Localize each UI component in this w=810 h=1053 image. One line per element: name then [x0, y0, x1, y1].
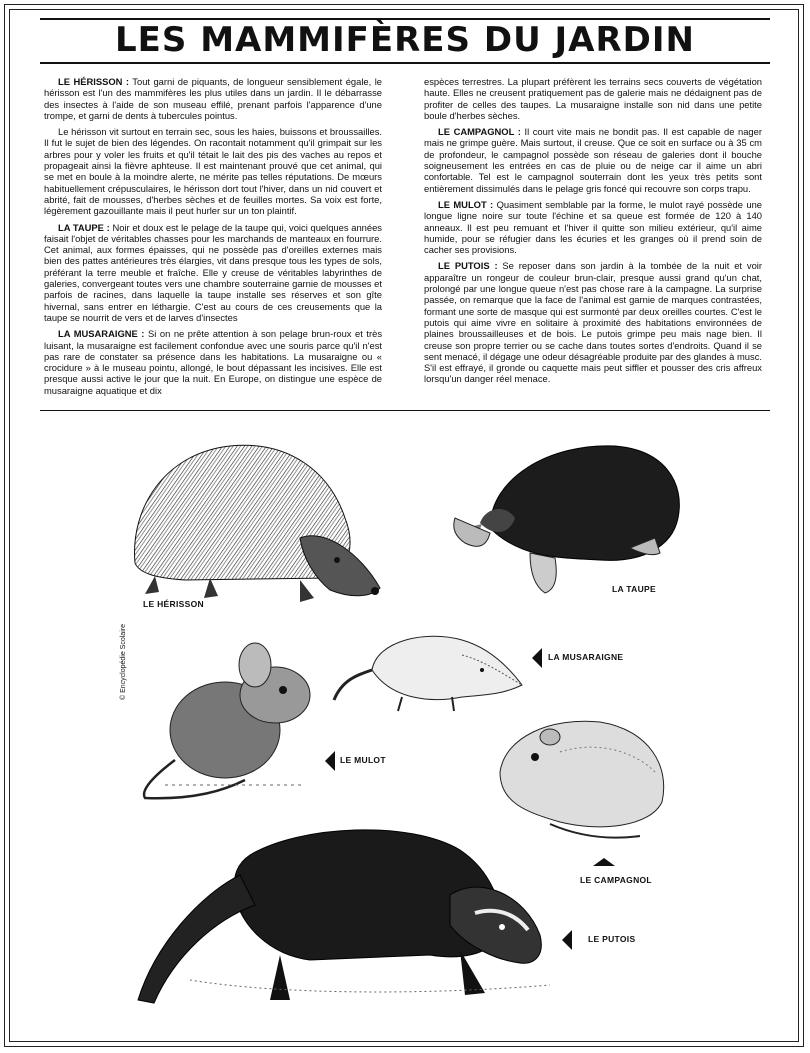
section-divider — [40, 410, 770, 411]
text-putois: Se reposer dans son jardin à la tombée de la nuit et voir apparaître un rongeur de couleur brun-clair, presque aussi grand qu'un chat, prolongé par une longue queue n'est pas chose rare à la campagne. La surprise passée, on remarque que la face de l'animal est garnie de marques contrastées, formant une sorte de masque qui est surmonté par deux oreilles courtes. C'est le putois qui aime vivre en solitaire à proximité des habitations environnées de plaines broussailleuses et de bois. Le putois grimpe peu mais nage bien. Il creuse son propre terrier ou se cache dans toutes sortes d'endroits. Quand il se sent menacé, il dégage une odeur désagréable produite par des glandes à musc. S'il est effrayé, il gronde ou caquette mais peut siffler et pousser des cris affreux lorsqu'un danger réel menace. — [424, 260, 762, 385]
shrew-illustration — [332, 625, 527, 715]
text-herisson: Tout garni de piquants, de longueur sensiblement égale, le hérisson est l'un des mammifères les plus utiles dans un jardin. Il le débarrasse des insectes à l'aide de son museau effilé, prenant parfois l'apparence d'une trompe, et garni de dents à tubercules pointus. — [44, 76, 383, 121]
text-musaraigne: Si on ne prête attention à son pelage brun-roux et très luisant, la musaraigne est facilement confondue avec une souris parce qu'il n'est pas rare de constater sa présence dans les habitations. La musaraigne ou « crocidure » à le museau pointu, allongé, le bout dépassant les incisives. Elle est presque aussi active le jour que la nuit. En Europe, on distingue une espèce de musaraigne aquatique et dix — [44, 328, 383, 396]
caption-herisson: LE HÉRISSON — [143, 599, 204, 609]
caption-campagnol: LE CAMPAGNOL — [580, 875, 652, 885]
text-campagnol: Il court vite mais ne bondit pas. Il est capable de nager mais ne grimpe guère. Mais surtout, il creuse. Que ce soit en surface ou à 35 cm de profondeur, le campagnol possède son réseau de galeries dont il bouche soigneusement les entrées en cas de pluie ou de neige car il aime un abri confortable. Tel est le campagnol souterrain dont les yeux très petits sont entièrement dissimulés dans le pelage gris foncé qui recouvre son corps trapu. — [424, 126, 762, 194]
title-rule-bottom — [40, 62, 770, 64]
wood-mouse-illustration — [135, 640, 320, 805]
paragraph-musaraigne — [44, 328, 382, 396]
hedgehog-illustration — [125, 428, 385, 608]
pointer-musaraigne-icon — [532, 648, 542, 668]
paragraph-campagnol — [424, 126, 762, 194]
page-title: LES MAMMIFÈRES DU JARDIN — [114, 20, 695, 60]
text-taupe: Noir et doux est le pelage de la taupe qui, voici quelques années faisait l'objet de véritables chasses pour les marchands de manteaux en fourrure. Cet animal, aux formes épaisses, qui ne possède pas d'oreilles externes mais bien des pattes antérieures très élargies, vit dans presque tous les types de sols, préférant la terre meuble et fraîche. Elle y creuse de véritables labyrinthes de galeries, convergeant toutes vers une chambre souterraine garnie de mousses et parfois de racines, dans laquelle la taupe installe ses réserves et son gîte hivernal, sans entrer en léthargie. C'est au cours de ces creusements que la taupe se nourrit de vers et de larves d'insectes — [44, 221, 382, 323]
pointer-mulot-icon — [325, 751, 335, 771]
pointer-campagnol-icon — [593, 858, 615, 866]
text-column-right — [424, 76, 762, 390]
paragraph-mulot — [424, 199, 762, 255]
paragraph-herisson — [44, 76, 382, 121]
copyright-note: © Encyclopédie Scolaire — [120, 624, 127, 700]
heading-herisson: LE HÉRISSON : — [58, 76, 129, 87]
mole-illustration — [450, 438, 685, 598]
paragraph-putois — [424, 260, 762, 384]
polecat-illustration — [130, 815, 560, 1010]
heading-putois: LE PUTOIS : — [438, 260, 498, 272]
text-musaraigne-cont: espèces terrestres. La plupart préfèrent les terrains secs couverts de végétation haute. Elles ne creusent pratiquement pas de galerie mais ne dédaignent pas de profiter de celles des taupes. La musaraigne installe son nid dans une petite boule d'herbes sèches. — [424, 76, 762, 121]
heading-taupe: LA TAUPE : — [58, 221, 110, 233]
caption-musaraigne: LA MUSARAIGNE — [548, 652, 624, 662]
text-mulot: Quasiment semblable par la forme, le mulot rayé possède une longue ligne noire sur toute l'échine et sa queue est formée de 120 à 140 anneaux. Il est peu remuant et l'hiver il quitte son milieu extérieur, qu'il aime humide, pour se réfugier dans les écuries et les granges où il prend soin de cacher ses provisions. — [424, 198, 762, 256]
paragraph-musaraigne-cont — [424, 76, 762, 121]
paragraph-taupe — [44, 222, 382, 324]
paragraph-herisson-2 — [44, 126, 382, 216]
caption-mulot: LE MULOT — [340, 755, 386, 765]
pointer-putois-icon — [562, 930, 572, 950]
heading-campagnol: LE CAMPAGNOL : — [438, 126, 521, 138]
caption-putois: LE PUTOIS — [588, 934, 636, 944]
text-column-left — [44, 76, 382, 401]
heading-mulot: LE MULOT : — [438, 198, 494, 210]
heading-musaraigne: LA MUSARAIGNE : — [58, 328, 145, 340]
caption-taupe: LA TAUPE — [612, 584, 656, 594]
text-herisson-2: Le hérisson vit surtout en terrain sec, sous les haies, buissons et broussailles. Il fut le sujet de bien des légendes. On racontait notamment qu'il grimpait sur les arbres pour y voler les fruits et qu'il tétait le lait des pis des vaches au repos et propageait ainsi la fièvre aphteuse. Il est maintenant prouvé que cet animal, qui se met en boule à la moindre alerte, ne mérite pas telles réputations. De mœurs habituellement crépusculaires, le hérisson dort tout l'hiver, dans un nid couvert et abrité, fait de mousses, d'herbes sèches et de feuilles mortes. Sa voix est forte, légèrement gazouillante mais il peut hurler sur un ton plaintif. — [44, 126, 382, 217]
